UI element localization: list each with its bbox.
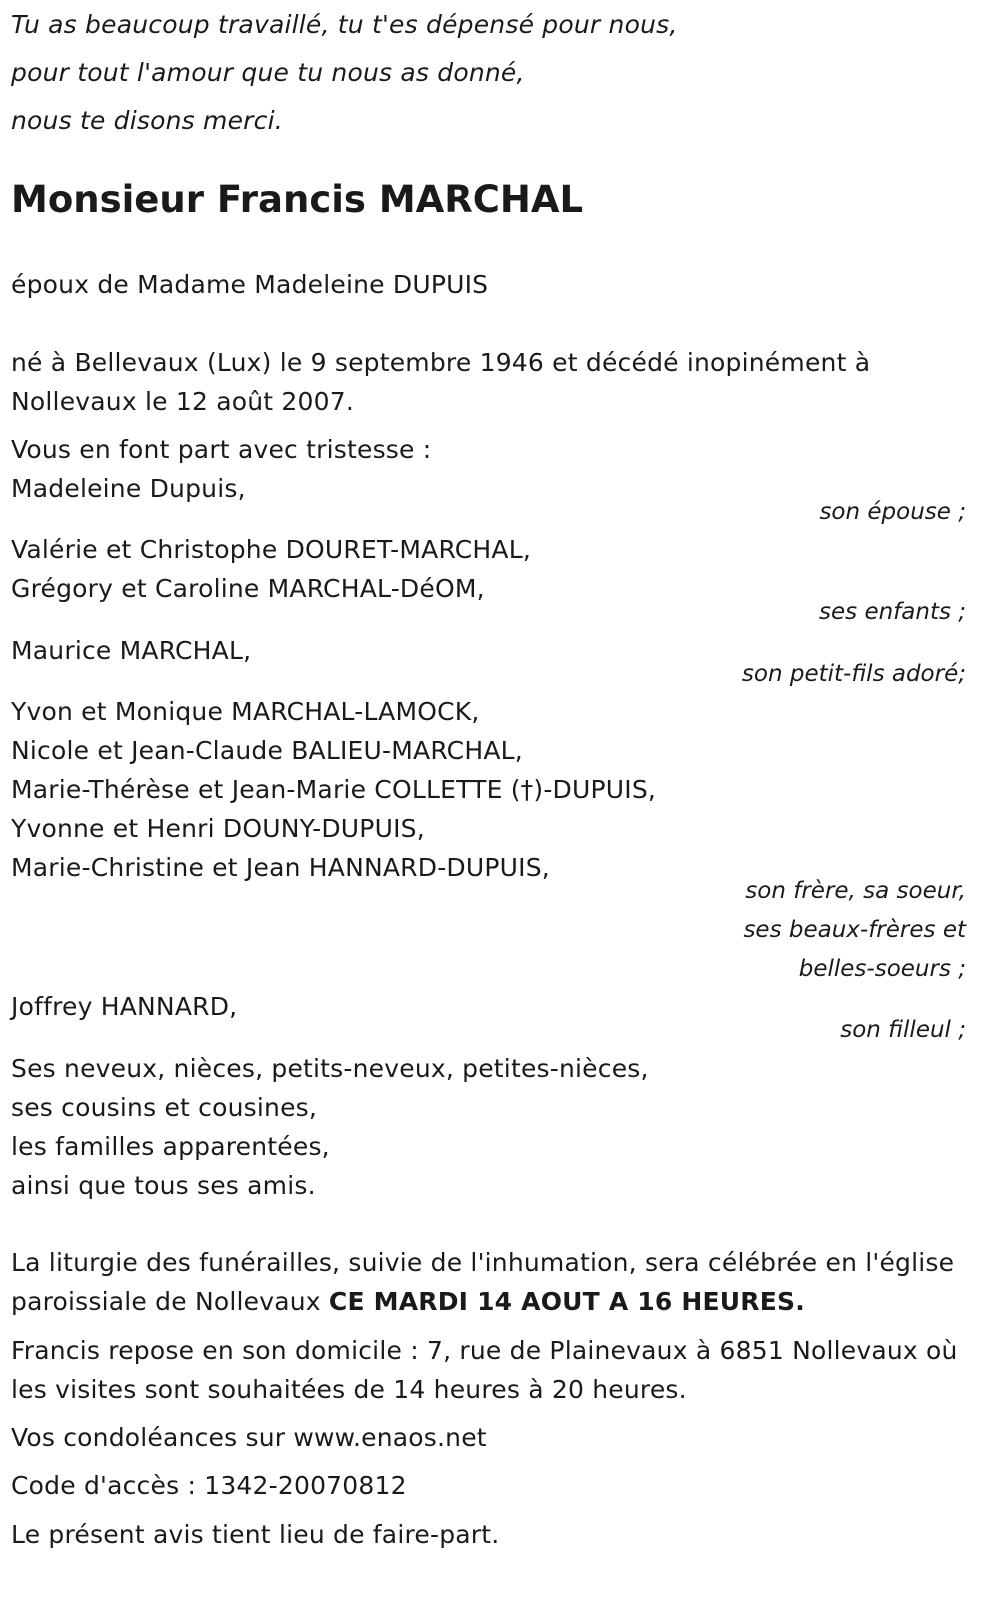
rest-line: Francis repose en son domicile : 7, rue de Plainevaux à 6851 Nollevaux où xyxy=(11,1336,958,1365)
announcement: Vous en font part avec tristesse : xyxy=(11,435,432,464)
condolences-line: Vos condoléances sur www.enaos.net xyxy=(11,1423,487,1452)
deceased-name: Monsieur Francis MARCHAL xyxy=(11,178,584,221)
family-name: Grégory et Caroline MARCHAL-DéOM, xyxy=(11,574,485,603)
family-name: Nicole et Jean-Claude BALIEU-MARCHAL, xyxy=(11,736,523,765)
family-name: Joffrey HANNARD, xyxy=(11,992,238,1021)
poem-line: nous te disons merci. xyxy=(11,106,283,135)
family-role: ses beaux-frères et xyxy=(743,917,966,943)
family-others: Ses neveux, nièces, petits-neveux, petites-nièces, xyxy=(11,1054,649,1083)
family-role: son frère, sa soeur, xyxy=(745,878,966,904)
funeral-location: paroissiale de Nollevaux xyxy=(11,1287,329,1316)
family-name: Marie-Christine et Jean HANNARD-DUPUIS, xyxy=(11,853,550,882)
family-name: Marie-Thérèse et Jean-Marie COLLETTE (†)-DUPUIS, xyxy=(11,775,657,804)
poem-line: pour tout l'amour que tu nous as donné, xyxy=(11,58,525,87)
birth-death-line: né à Bellevaux (Lux) le 9 septembre 1946 et décédé inopinément à xyxy=(11,348,871,377)
family-others: ses cousins et cousines, xyxy=(11,1093,318,1122)
poem-line: Tu as beaucoup travaillé, tu t'es dépensé pour nous, xyxy=(11,10,678,39)
family-role: son petit-fils adoré; xyxy=(741,661,966,687)
rest-line: les visites sont souhaitées de 14 heures à 20 heures. xyxy=(11,1375,687,1404)
family-name: Yvon et Monique MARCHAL-LAMOCK, xyxy=(11,697,480,726)
spouse-line: époux de Madame Madeleine DUPUIS xyxy=(11,270,489,299)
access-code: Code d'accès : 1342-20070812 xyxy=(11,1471,407,1500)
family-others: ainsi que tous ses amis. xyxy=(11,1171,316,1200)
birth-death-line: Nollevaux le 12 août 2007. xyxy=(11,387,354,416)
family-name: Maurice MARCHAL, xyxy=(11,636,252,665)
family-name: Yvonne et Henri DOUNY-DUPUIS, xyxy=(11,814,425,843)
funeral-line xyxy=(11,1282,805,1322)
family-role: son filleul ; xyxy=(840,1017,966,1043)
family-name: Valérie et Christophe DOURET-MARCHAL, xyxy=(11,535,531,564)
family-name: Madeleine Dupuis, xyxy=(11,474,246,503)
family-role: ses enfants ; xyxy=(819,599,966,625)
funeral-line: La liturgie des funérailles, suivie de l'inhumation, sera célébrée en l'église xyxy=(11,1248,955,1277)
family-others: les familles apparentées, xyxy=(11,1132,330,1161)
funeral-datetime: CE MARDI 14 AOUT A 16 HEURES. xyxy=(328,1287,805,1316)
family-role: belles-soeurs ; xyxy=(798,956,966,982)
family-role: son épouse ; xyxy=(819,499,966,525)
closing-line: Le présent avis tient lieu de faire-part. xyxy=(11,1520,500,1549)
